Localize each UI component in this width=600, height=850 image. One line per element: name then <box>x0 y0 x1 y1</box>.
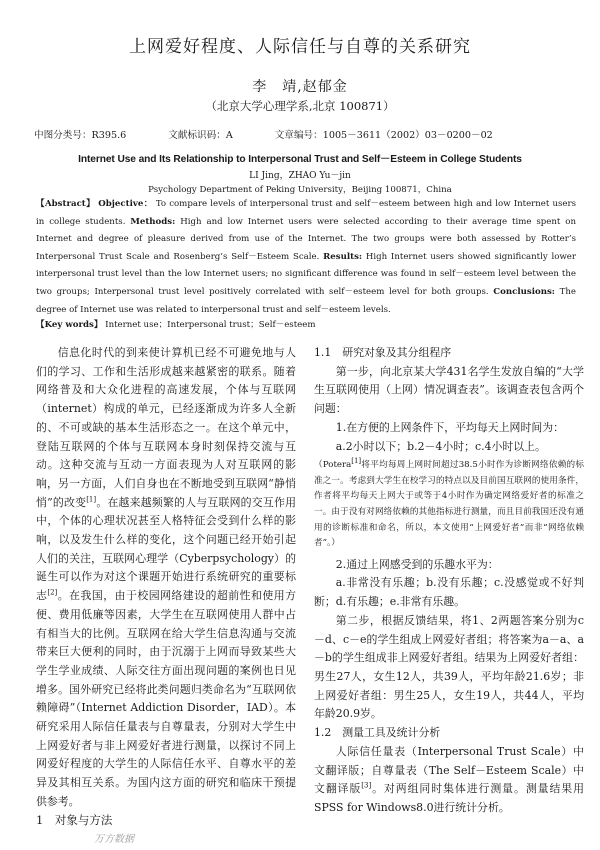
left-column <box>36 344 296 812</box>
step-one-paragraph: 第一步，向北京某大学431名学生发放自编的“大学生互联网使用（上网）情况调查表”。该调查表包含两个问题： <box>314 364 584 416</box>
results-label: Results: <box>323 251 363 262</box>
class-number: 中图分类号：R395.6 <box>34 130 127 141</box>
abstract <box>36 196 576 319</box>
conclusions-text: The degree of Internet use was related to interpersonal trust and self－esteem levels. <box>36 286 576 315</box>
instruments-text-1: 人际信任量表（Interpersonal Trust Scale）中文翻译版；自尊量表（The Self－Esteem Scale）中文翻译版 <box>314 744 584 796</box>
subsection-heading-1-2: 1.2 测量工具及统计分析 <box>314 726 441 740</box>
intro-paragraph <box>36 344 296 812</box>
intro-text-3: 。在我国，由于校园网络建设的超前性和使用方便、费用低廉等因素，大学生在互联网使用人群中占有相当大的比例。互联网在给大学生信息沟通与交流带来巨大便利的同时，由于沉溺于上网而导致某些大学生学业成绩、人际交往方面出现问题的案例也日见增多。国外研究已经将此类问题归类命名为“互联网依赖障碍”（Internet Addiction Disorder，IAD）。本研究采用人际信任量表与自尊量表，分别对大学生中上网爱好者与非上网爱好者进行测量，以探讨不同上网爱好程度的大学生的人际信任水平、自尊水平的差异及其相互关系。为国内这方面的研究和临床干预提供参考。 <box>36 589 296 808</box>
keywords-label: 【Key words】 <box>36 320 103 330</box>
step-two-paragraph: 第二步，根据反馈结果，将1、2两题答案分别为c－d、c－e的学生组成上网爱好者组；将答案为a－a、a－b的学生组成非上网爱好者组。结果为上网爱好者组：男生27人，女生12人，共39人，平均年龄21.6岁；非上网爱好者组：男生25人，女生19人，共44人，平均年龄20.9岁。 <box>314 613 584 721</box>
footnote-paragraph <box>314 458 584 552</box>
methods-text: High and low Internet users were selected according to their average time spent on Internet and degree of pleasure derived from use of the Internet. The two groups were both assessed by Rotter’s Interpersonal Trust Scale and Rosenberg’s Self－Esteem Scale. <box>36 216 576 262</box>
watermark: 万方数据 <box>94 834 134 845</box>
footnote-text-2: 将平均每周上网时间超过38.5小时作为诊断网络依赖的标准之一。考虑到大学生在校学习的特点以及目前国互联网的使用条件，作者将平均每天上网大于或等于4小时作为确定网络爱好者的标准之一。由于没有对网络依赖的其他指标进行测量，而且目前我国还没有通用的诊断标准和命名，所以，本文使用“上网爱好者”而非“网络依赖者”。） <box>314 460 584 549</box>
results-text: High Internet users showed significantly lower interpersonal trust level than the low Internet users; no significant difference was found in self－esteem level between the two groups; Interpersonal trust level positively correlated with self－esteem level for both groups. <box>36 251 576 297</box>
question-1-options: a.2小时以下；b.2－4小时；c.4小时以上。 <box>335 439 546 453</box>
meta-line <box>34 127 580 141</box>
intro-text-2: 。在越来越频繁的人与互联网的交互作用中，个体的心理状况甚至人格特征会受到什么样的影响，以及发生什么样的变化，这个问题已经开始引起人们的关注，互联网心理学（Cyberpsychology）的诞生可以作为对这个课题开始进行系统研究的重要标志 <box>36 495 296 603</box>
instruments-paragraph <box>314 743 584 818</box>
question-1: 1.在方便的上网条件下，平均每天上网时间为： <box>335 420 565 434</box>
affiliation: （北京大学心理学系,北京 100871） <box>205 99 395 113</box>
paper-title: 上网爱好程度、人际信任与自尊的关系研究 <box>129 37 471 57</box>
authors: 李 靖,赵郁金 <box>252 79 348 95</box>
keywords-text: Internet use；Interpersonal trust；Self－esteem <box>105 320 316 330</box>
objective-text: To compare levels of interpersonal trust and self－esteem between high and low Internet users in college students. <box>36 199 577 227</box>
methods-label: Methods: <box>130 216 176 227</box>
english-title: Internet Use and Its Relationship to Interpersonal Trust and Self－Esteem in College Students <box>78 154 522 165</box>
instruments-text-2: 。对两组同时集体进行测量。测量结果用SPSS for Windows8.0进行统计分析。 <box>314 782 584 814</box>
citation-1: [1] <box>86 495 97 503</box>
question-2: 2.通过上网感受到的乐趣水平为： <box>335 557 499 571</box>
conclusions-label: Conclusions: <box>493 286 555 297</box>
keywords <box>36 318 576 330</box>
section-heading-1: 1 对象与方法 <box>36 813 113 827</box>
english-affiliation: Psychology Department of Peking University，Beijing 100871，China <box>148 185 452 195</box>
intro-text-1: 信息化时代的到来使计算机已经不可避免地与人们的学习、工作和生活形成越来越紧密的联系。随着网络普及和大众化进程的高速发展，个体与互联网（internet）构成的单元，已经逐渐成为许多人全新的、不可或缺的基本生活形态之一。在这个单元中，登陆互联网的个体与互联网本身时刻保持交流与互动。这种交流与互动一方面表现为人对互联网的影响，另一方面，人们自身也在不断地受到互联网“静悄悄”的改变 <box>36 346 296 509</box>
subsection-heading-1-1: 1.1 研究对象及其分组程序 <box>314 346 452 359</box>
article-number: 文章编号：1005－3611（2002）03－0200－02 <box>274 130 493 141</box>
question-2-options: a.非常没有乐趣；b.没有乐趣；c.没感觉或不好判断；d.有乐趣；e.非常有乐趣。 <box>314 576 584 609</box>
english-authors: LI Jing，ZHAO Yu－jin <box>249 171 351 181</box>
objective-label: Objective： <box>98 199 153 209</box>
citation-3: [3] <box>361 781 372 790</box>
abstract-label: 【Abstract】 <box>36 199 96 209</box>
footnote-text-1: （Potera <box>314 460 352 471</box>
citation-2: [2] <box>47 588 58 597</box>
citation-1b: [1] <box>351 457 362 466</box>
doc-code: 文献标识码：A <box>168 130 233 141</box>
right-column <box>314 344 584 818</box>
